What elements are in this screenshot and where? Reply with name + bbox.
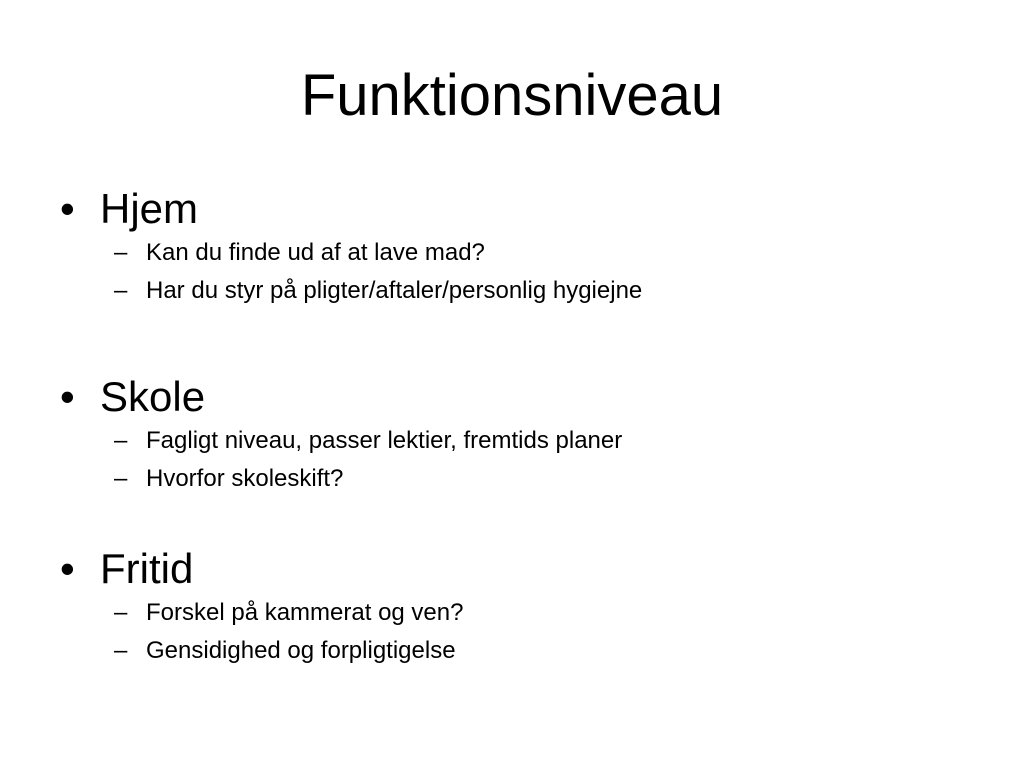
sub-item-text: Hvorfor skoleskift? [146,465,344,492]
section-fritid [0,540,1024,670]
section-skole [0,368,1024,498]
bullet-heading: Hjem [100,185,199,232]
dash-icon: – [114,599,128,626]
sub-item [0,632,1024,670]
dash-icon: – [114,465,128,492]
sub-item [0,234,1024,272]
bullet-item [0,368,1024,426]
bullet-item [0,540,1024,598]
sub-item-text: Gensidighed og forpligtigelse [146,637,456,664]
dash-icon: – [114,637,128,664]
sub-item-text: Forskel på kammerat og ven? [146,599,464,626]
section-hjem [0,180,1024,310]
sub-item [0,594,1024,632]
bullet-icon: • [60,185,75,232]
bullet-heading: Skole [100,373,206,420]
dash-icon: – [114,427,128,454]
bullet-icon: • [60,545,75,592]
sub-item [0,460,1024,498]
bullet-icon: • [60,373,75,420]
sub-item [0,272,1024,310]
bullet-item [0,180,1024,238]
sub-item [0,422,1024,460]
sub-item-text: Fagligt niveau, passer lektier, fremtids planer [146,427,623,454]
bullet-heading: Fritid [100,545,194,592]
dash-icon: – [114,277,128,304]
sub-item-text: Har du styr på pligter/aftaler/personlig hygiejne [146,277,643,304]
sub-item-text: Kan du finde ud af at lave mad? [146,239,485,266]
slide-title: Funktionsniveau [300,63,724,128]
dash-icon: – [114,239,128,266]
